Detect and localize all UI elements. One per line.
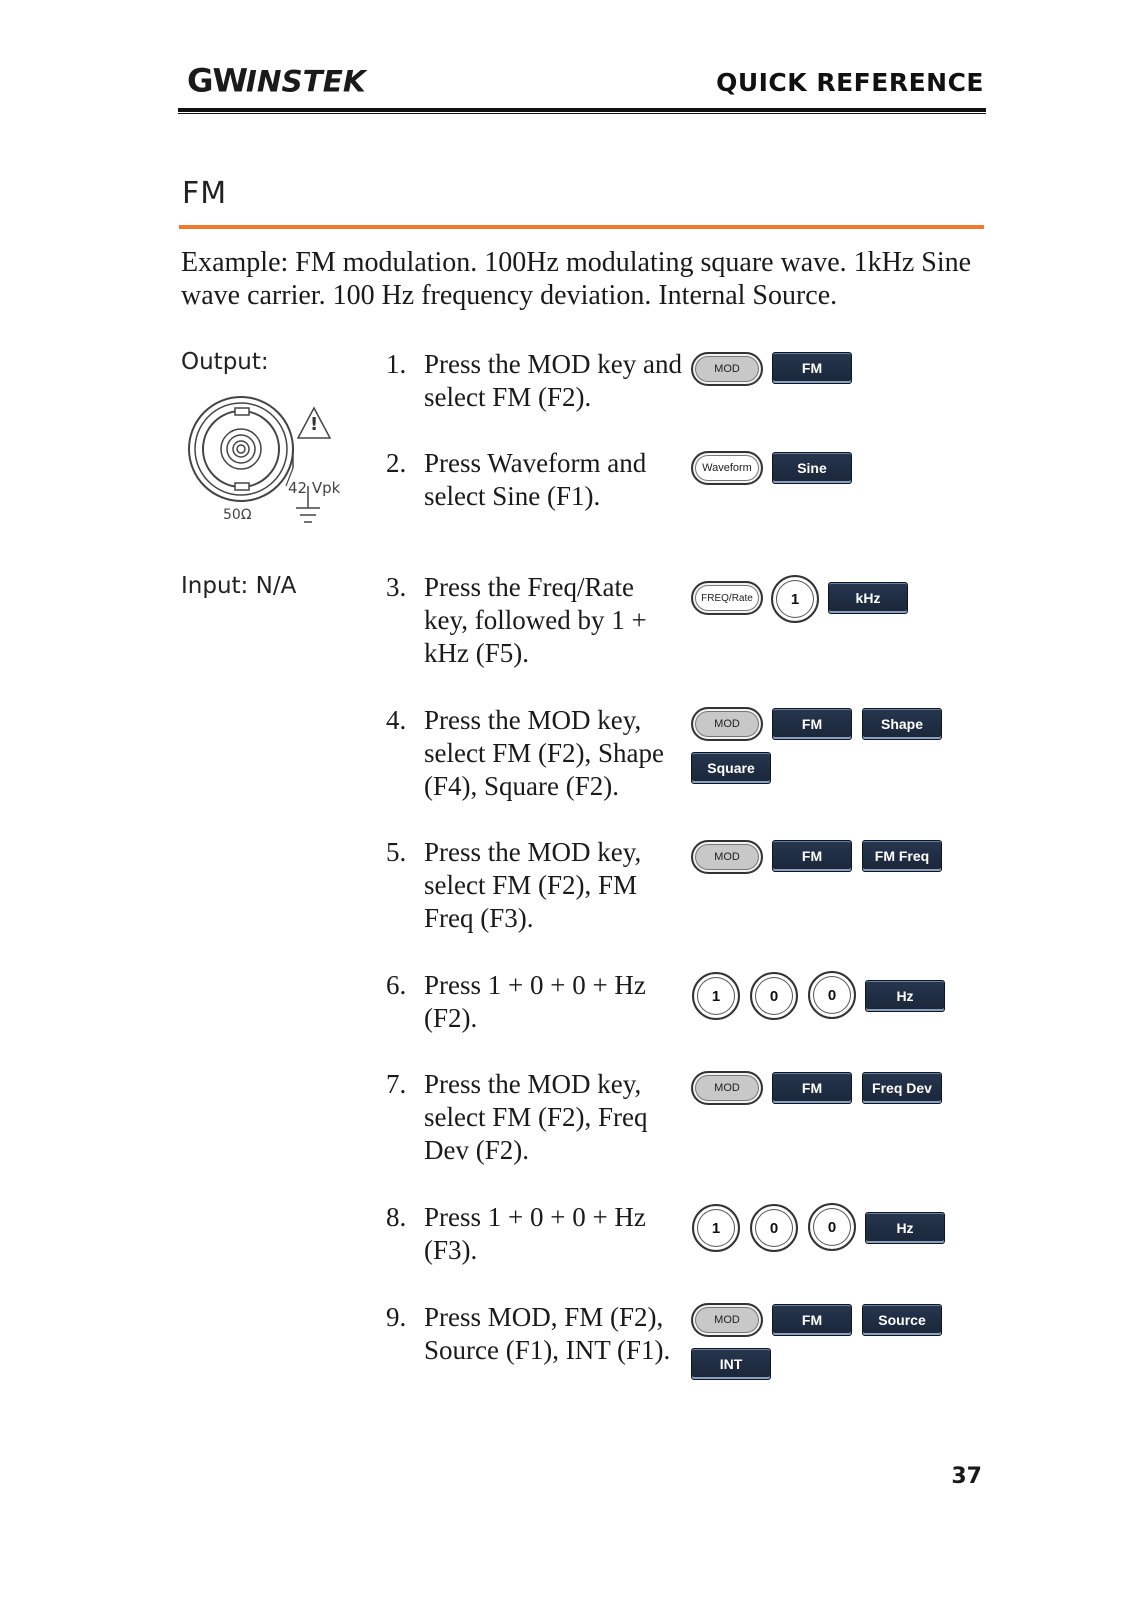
hz-softkey[interactable]: Hz xyxy=(865,980,945,1012)
waveform-key[interactable]: Waveform xyxy=(691,451,763,485)
square-softkey[interactable]: Square xyxy=(691,752,771,784)
fm-softkey[interactable]: FM xyxy=(772,1304,852,1336)
step-number: 6. xyxy=(386,970,407,1000)
digit-1-key[interactable]: 1 xyxy=(692,1204,740,1252)
bnc-connector-icon xyxy=(186,394,346,534)
freq-rate-key[interactable]: FREQ/Rate xyxy=(691,581,763,615)
step-text: Press the Freq/Rate key, followed by 1 + kHz (F5). xyxy=(424,572,647,668)
section-divider xyxy=(179,225,984,229)
svg-text:GW: GW xyxy=(187,62,248,100)
mod-key[interactable]: MOD xyxy=(691,352,763,386)
voltage-label: 42 Vpk xyxy=(288,479,341,497)
fm-freq-softkey[interactable]: FM Freq xyxy=(862,840,942,872)
step-text: Press the MOD key, select FM (F2), FM Freq (F3). xyxy=(424,837,642,933)
step-text: Press 1 + 0 + 0 + Hz (F3). xyxy=(424,1202,646,1265)
fm-softkey[interactable]: FM xyxy=(772,1072,852,1104)
svg-text:INSTEK: INSTEK xyxy=(245,64,366,99)
header-divider-thin xyxy=(178,113,986,114)
warning-mark: ! xyxy=(310,414,319,435)
step-text: Press 1 + 0 + 0 + Hz (F2). xyxy=(424,970,646,1033)
mod-key[interactable]: MOD xyxy=(691,1071,763,1105)
step-number: 9. xyxy=(386,1302,407,1332)
digit-0-key[interactable]: 0 xyxy=(808,1203,856,1251)
mod-key[interactable]: MOD xyxy=(691,840,763,874)
step-number: 5. xyxy=(386,837,407,867)
header-divider xyxy=(178,108,986,112)
digit-0-key[interactable]: 0 xyxy=(750,1204,798,1252)
output-label: Output: xyxy=(181,349,269,375)
section-title: FM xyxy=(182,176,228,211)
step-text: Press Waveform and select Sine (F1). xyxy=(424,448,647,511)
intro-paragraph: Example: FM modulation. 100Hz modulating square wave. 1kHz Sine wave carrier. 100 Hz frequency deviation. Internal Source. xyxy=(181,247,972,311)
khz-softkey[interactable]: kHz xyxy=(828,582,908,614)
step-number: 4. xyxy=(386,705,407,735)
digit-1-key[interactable]: 1 xyxy=(771,575,819,623)
step-number: 1. xyxy=(386,349,407,379)
int-softkey[interactable]: INT xyxy=(691,1348,771,1380)
mod-key[interactable]: MOD xyxy=(691,707,763,741)
step-number: 3. xyxy=(386,572,407,602)
digit-1-key[interactable]: 1 xyxy=(692,972,740,1020)
freq-dev-softkey[interactable]: Freq Dev xyxy=(862,1072,942,1104)
shape-softkey[interactable]: Shape xyxy=(862,708,942,740)
impedance-label: 50Ω xyxy=(223,507,252,523)
step-text: Press the MOD key and select FM (F2). xyxy=(424,349,682,412)
fm-softkey[interactable]: FM xyxy=(772,708,852,740)
step-number: 8. xyxy=(386,1202,407,1232)
step-text: Press the MOD key, select FM (F2), Freq Dev (F2). xyxy=(424,1069,648,1165)
mod-key[interactable]: MOD xyxy=(691,1303,763,1337)
step-text: Press the MOD key, select FM (F2), Shape (F4), Square (F2). xyxy=(424,705,664,801)
source-softkey[interactable]: Source xyxy=(862,1304,942,1336)
gw-instek-logo xyxy=(182,62,382,100)
step-number: 2. xyxy=(386,448,407,478)
header-title: QUICK REFERENCE xyxy=(716,68,984,97)
step-number: 7. xyxy=(386,1069,407,1099)
fm-softkey[interactable]: FM xyxy=(772,840,852,872)
digit-0-key[interactable]: 0 xyxy=(750,972,798,1020)
input-label: Input: N/A xyxy=(181,573,297,599)
hz-softkey[interactable]: Hz xyxy=(865,1212,945,1244)
fm-softkey[interactable]: FM xyxy=(772,352,852,384)
page-number: 37 xyxy=(951,1464,982,1489)
sine-softkey[interactable]: Sine xyxy=(772,452,852,484)
digit-0-key[interactable]: 0 xyxy=(808,971,856,1019)
step-text: Press MOD, FM (F2), Source (F1), INT (F1). xyxy=(424,1302,671,1365)
